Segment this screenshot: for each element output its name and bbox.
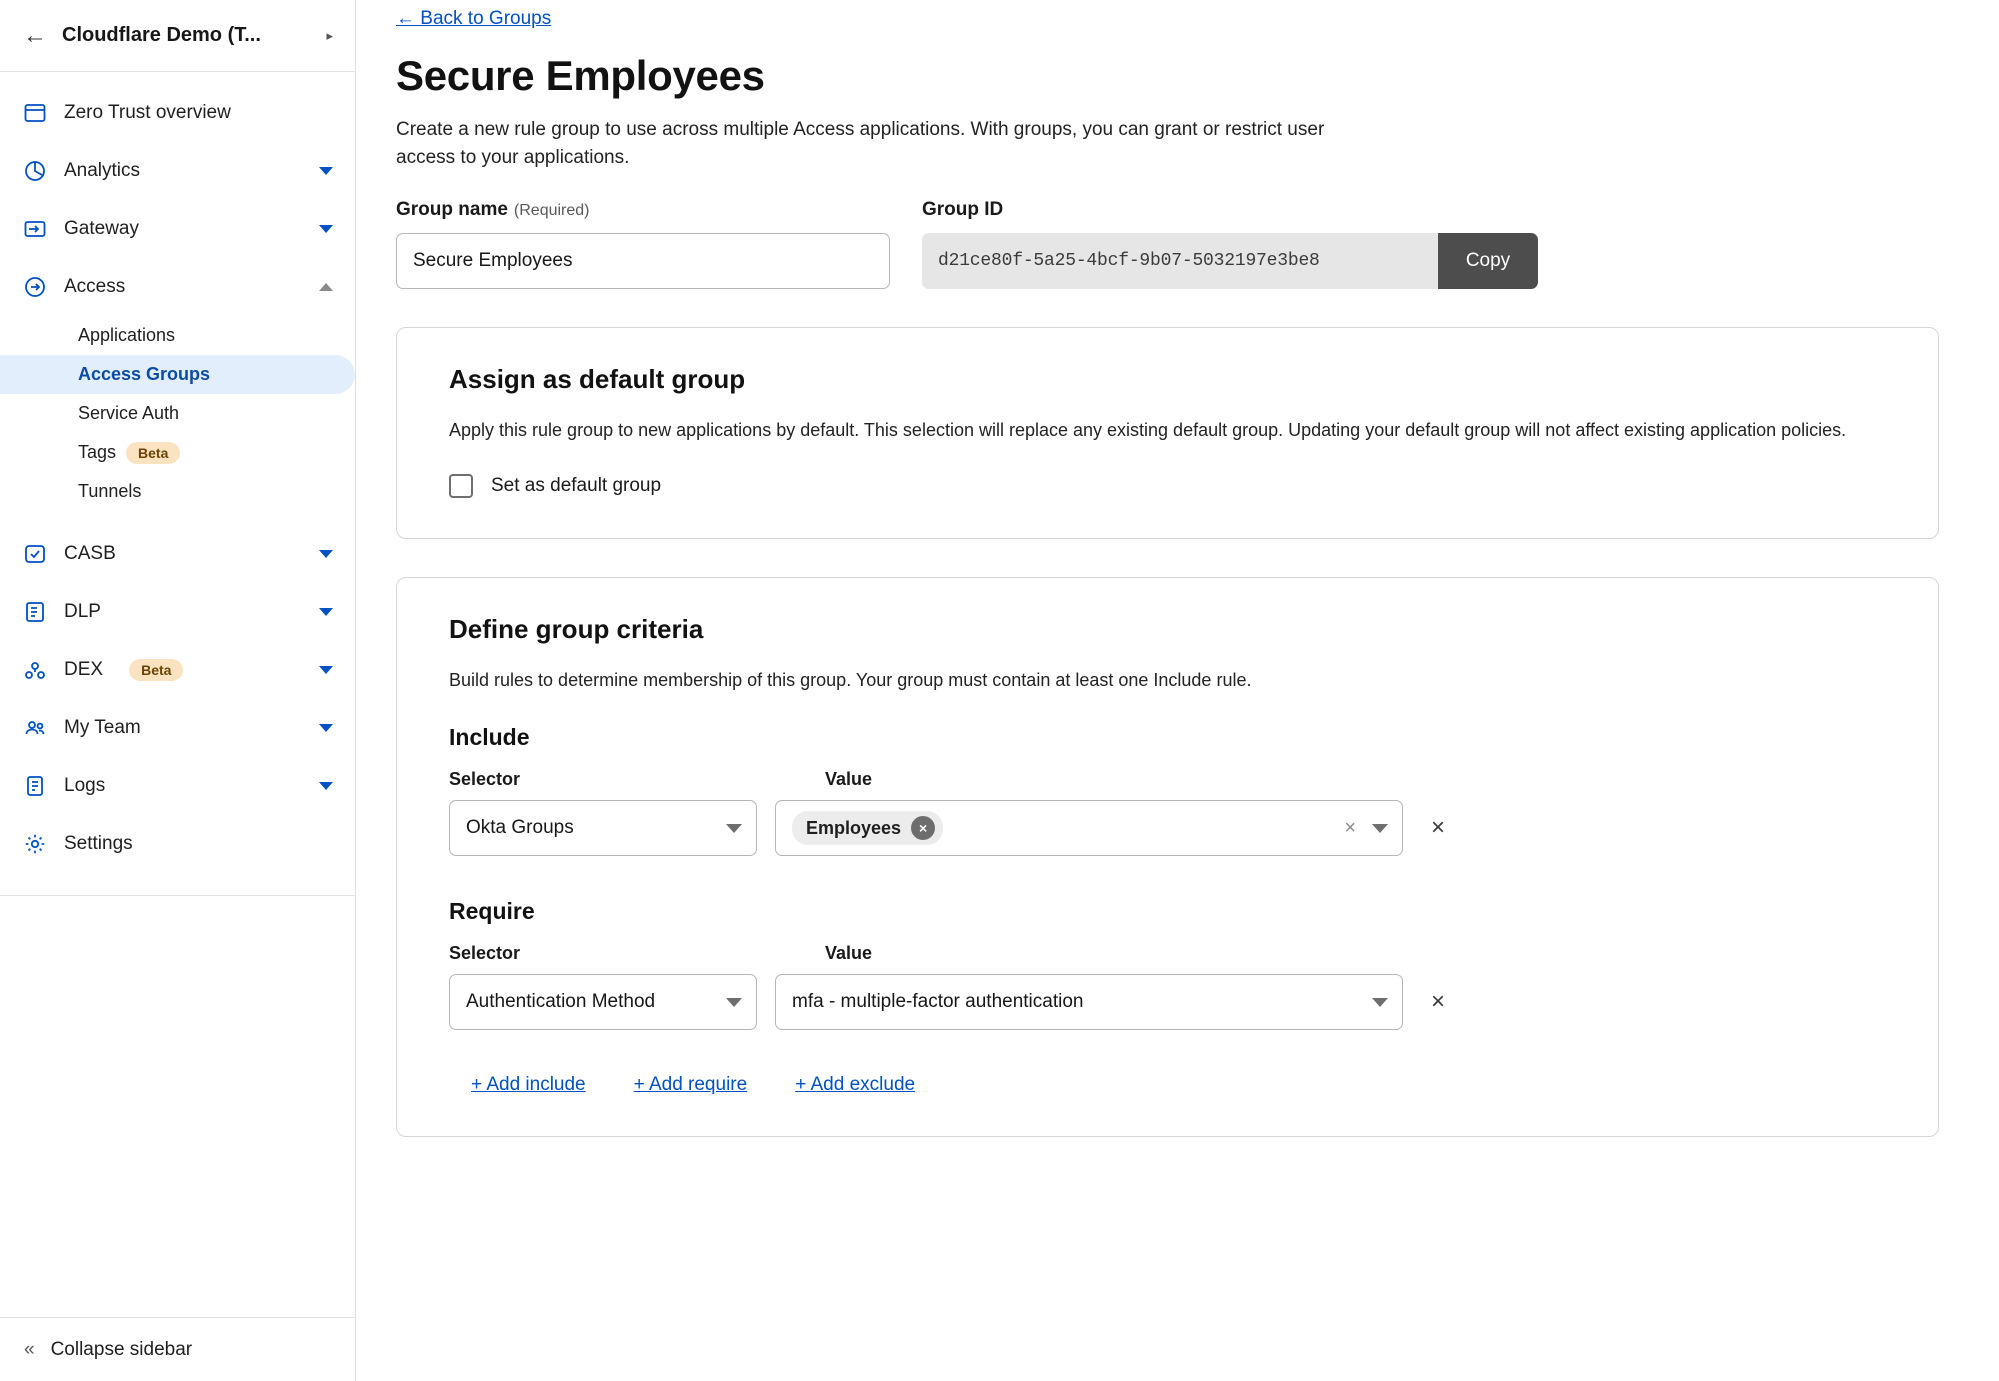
include-value-header: Value (825, 769, 873, 790)
page-description: Create a new rule group to use across multiple Access applications. With groups, you can grant or restrict user access to your applications. (396, 119, 1325, 168)
include-selector-dropdown[interactable] (449, 800, 757, 856)
sidebar-item-label: DLP (64, 601, 101, 622)
page-title: Secure Employees (396, 52, 765, 99)
main-content (356, 0, 1999, 1381)
overview-icon (22, 100, 48, 126)
chevron-down-icon[interactable] (319, 225, 333, 233)
sidebar-item-zero-trust-overview[interactable] (0, 84, 355, 142)
sidebar-nav (0, 72, 355, 1381)
group-id-control (922, 233, 1538, 289)
chevron-down-icon (726, 998, 742, 1007)
add-rule-links (449, 1074, 1886, 1096)
chevron-down-icon[interactable] (319, 782, 333, 790)
require-value-text: mfa - multiple-factor authentication (792, 991, 1084, 1013)
set-default-group-row[interactable] (449, 474, 1886, 498)
remove-include-rule-icon[interactable]: × (1431, 814, 1446, 842)
require-column-headers (449, 943, 1886, 964)
value-token[interactable] (792, 811, 943, 845)
define-group-criteria-card (396, 577, 1939, 1137)
chevron-down-icon[interactable] (319, 608, 333, 616)
sidebar-item-access-groups[interactable] (0, 355, 355, 394)
group-name-label-wrap (396, 199, 890, 221)
sidebar-item-label: My Team (64, 717, 141, 738)
back-to-groups-link[interactable]: ← Back to Groups (396, 8, 552, 29)
require-selector-header: Selector (449, 943, 521, 964)
sidebar-item-service-auth[interactable] (0, 394, 355, 433)
include-column-headers (449, 769, 1886, 790)
sidebar-item-access[interactable] (0, 258, 355, 316)
sidebar-item-casb[interactable] (0, 525, 355, 583)
group-id-value: d21ce80f-5a25-4bcf-9b07-5032197e3be8 (922, 233, 1438, 289)
sidebar-item-label: Analytics (64, 160, 141, 181)
chevron-down-icon[interactable] (319, 550, 333, 558)
sidebar-divider (0, 895, 355, 896)
sidebar-item-label: CASB (64, 543, 116, 564)
sidebar-item-gateway[interactable] (0, 200, 355, 258)
define-group-criteria-body: Build rules to determine membership of this group. Your group must contain at least one Include rule. (449, 670, 1252, 691)
include-selector-value: Okta Groups (466, 817, 574, 839)
set-default-group-checkbox[interactable] (449, 474, 473, 498)
require-value-header: Value (825, 943, 873, 964)
collapse-sidebar-label: Collapse sidebar (50, 1338, 193, 1360)
include-value-dropdown[interactable] (775, 800, 1403, 856)
sidebar-item-my-team[interactable] (0, 699, 355, 757)
set-default-group-label: Set as default group (491, 475, 662, 497)
group-name-required-note: (Required) (513, 202, 590, 220)
add-exclude-link[interactable]: + Add exclude (795, 1074, 916, 1096)
group-identity-row (396, 199, 1939, 289)
copy-button[interactable]: Copy (1438, 233, 1538, 289)
sidebar-item-label: Access (64, 276, 126, 297)
sidebar-item-label: Zero Trust overview (64, 102, 231, 123)
beta-badge: Beta (129, 659, 183, 681)
sidebar-subitem-label: Service Auth (78, 403, 180, 423)
account-name: Cloudflare Demo (T... (62, 24, 261, 46)
assign-default-group-body: Apply this rule group to new applications by default. This selection will replace any existing default group. Updating your default group will not affect existing application policies. (449, 420, 1847, 441)
sidebar-item-label: Gateway (64, 218, 139, 239)
access-icon (22, 274, 48, 300)
sidebar-item-tunnels[interactable] (0, 472, 355, 511)
sidebar-subitem-label: Tunnels (78, 481, 142, 501)
group-id-label: Group ID (922, 199, 1004, 221)
sidebar-item-tags[interactable] (0, 433, 355, 472)
require-selector-value: Authentication Method (466, 991, 656, 1013)
sidebar-item-label: Logs (64, 775, 106, 796)
chevron-down-icon (1372, 998, 1388, 1007)
assign-default-group-title: Assign as default group (449, 364, 746, 395)
remove-require-rule-icon[interactable]: × (1431, 988, 1446, 1016)
sidebar-subitem-label: Access Groups (78, 364, 211, 384)
collapse-sidebar-button[interactable] (0, 1317, 355, 1381)
include-rule-row (449, 800, 1886, 856)
sidebar-item-dlp[interactable] (0, 583, 355, 641)
include-value-tokens (792, 811, 1344, 845)
sidebar-item-label: DEX (64, 659, 104, 680)
require-value-dropdown[interactable] (775, 974, 1403, 1030)
include-section-title: Include (449, 724, 530, 751)
group-name-field (396, 199, 890, 289)
dex-icon (22, 657, 48, 683)
chevron-down-icon (1372, 824, 1388, 833)
sidebar (0, 0, 356, 1381)
define-group-criteria-title: Define group criteria (449, 614, 704, 645)
sidebar-header (0, 0, 355, 72)
double-chevron-left-icon: « (24, 1338, 35, 1360)
chevron-down-icon[interactable] (319, 167, 333, 175)
sidebar-subitem-label: Tags (78, 442, 117, 462)
analytics-icon (22, 158, 48, 184)
include-selector-header: Selector (449, 769, 521, 790)
casb-icon (22, 541, 48, 567)
beta-badge: Beta (126, 442, 180, 464)
sidebar-item-dex[interactable] (0, 641, 355, 699)
add-include-link[interactable]: + Add include (471, 1074, 586, 1096)
value-token-remove-icon[interactable]: × (911, 816, 935, 840)
sidebar-item-logs[interactable] (0, 757, 355, 815)
back-arrow-icon[interactable]: ← (23, 21, 47, 49)
my-team-icon (22, 715, 48, 741)
group-name-label: Group name (396, 199, 508, 221)
value-token-label: Employees (806, 817, 902, 838)
chevron-down-icon[interactable] (319, 666, 333, 674)
gateway-icon (22, 216, 48, 242)
dlp-icon (22, 599, 48, 625)
chevron-down-icon[interactable] (319, 724, 333, 732)
assign-default-group-card (396, 327, 1939, 539)
chevron-down-icon (726, 824, 742, 833)
sidebar-item-settings[interactable] (0, 815, 355, 873)
chevron-right-icon[interactable]: ▸ (326, 27, 333, 43)
group-id-field (922, 199, 1538, 289)
sidebar-subitem-label: Applications (78, 325, 176, 345)
group-name-input[interactable] (396, 233, 890, 289)
clear-value-icon[interactable]: × (1344, 816, 1356, 839)
require-selector-dropdown[interactable] (449, 974, 757, 1030)
logs-icon (22, 773, 48, 799)
add-require-link[interactable]: + Add require (633, 1074, 748, 1096)
require-rule-row (449, 974, 1886, 1030)
sidebar-item-label: Settings (64, 833, 133, 854)
sidebar-item-applications[interactable] (0, 316, 355, 355)
gear-icon (22, 831, 48, 857)
sidebar-item-analytics[interactable] (0, 142, 355, 200)
require-section-title: Require (449, 898, 535, 925)
chevron-up-icon[interactable] (319, 283, 333, 291)
